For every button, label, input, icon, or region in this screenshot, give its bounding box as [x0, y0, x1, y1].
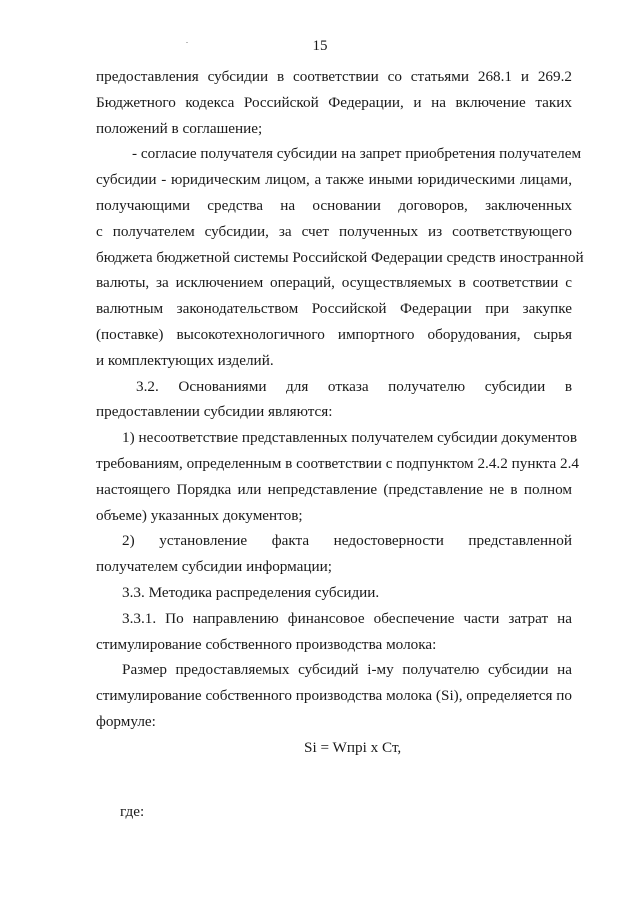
- text-line: (поставке) высокотехнологичного импортного оборудования, сырья: [96, 325, 572, 343]
- paragraph-start-line: - согласие получателя субсидии на запрет приобретения получателем: [132, 145, 582, 163]
- text-line: валютным законодательством Российской Федерации при закупке: [96, 300, 572, 318]
- document-body: [96, 64, 584, 824]
- text-line: требованиям, определенным в соответствии с подпунктом 2.4.2 пункта 2.4: [96, 454, 579, 472]
- text-line: Бюджетного кодекса Российской Федерации, и на включение таких: [96, 93, 572, 111]
- text-line: получателем субсидии информации;: [96, 558, 332, 576]
- text-line: субсидии - юридическим лицом, а также иными юридическими лицами,: [96, 171, 572, 189]
- text-line: бюджета бюджетной системы Российской Федерации средств иностранной: [96, 248, 584, 266]
- text-line: положений в соглашение;: [96, 119, 263, 137]
- list-item-line: 2) установление факта недостоверности представленной: [122, 532, 572, 550]
- list-item-line: 1) несоответствие представленных получателем субсидии документов: [122, 429, 578, 447]
- text-line: получающими средства на основании договоров, заключенных: [96, 196, 572, 214]
- where-label: где:: [120, 802, 145, 820]
- text-line: с получателем субсидии, за счет полученных из соответствующего: [96, 222, 572, 240]
- text-line: настоящего Порядка или непредставление (представление не в полном: [96, 480, 572, 498]
- text-line: объеме) указанных документов;: [96, 506, 303, 524]
- subsection-line: 3.3.1. По направлению финансовое обеспечение части затрат на: [122, 609, 572, 627]
- text-line: предоставлении субсидии являются:: [96, 403, 333, 421]
- page-number: 15: [312, 38, 328, 54]
- section-heading-line: 3.2. Основаниями для отказа получателю субсидии в: [136, 377, 572, 395]
- formula: Si = Wпрi x Ст,: [304, 738, 402, 756]
- text-line: валюты, за исключением операций, осуществляемых в соответствии с: [96, 274, 572, 292]
- text-line: предоставления субсидии в соответствии со статьями 268.1 и 269.2: [96, 68, 572, 85]
- text-line: стимулирование собственного производства молока (Si), определяется по: [96, 687, 573, 705]
- text-line: и комплектующих изделий.: [96, 351, 274, 369]
- section-heading-line: 3.3. Методика распределения субсидии.: [122, 583, 380, 601]
- text-line: стимулирование собственного производства молока:: [96, 635, 437, 653]
- text-line: формуле:: [96, 712, 156, 730]
- paragraph-start-line: Размер предоставляемых субсидий i-му получателю субсидии на: [122, 661, 572, 679]
